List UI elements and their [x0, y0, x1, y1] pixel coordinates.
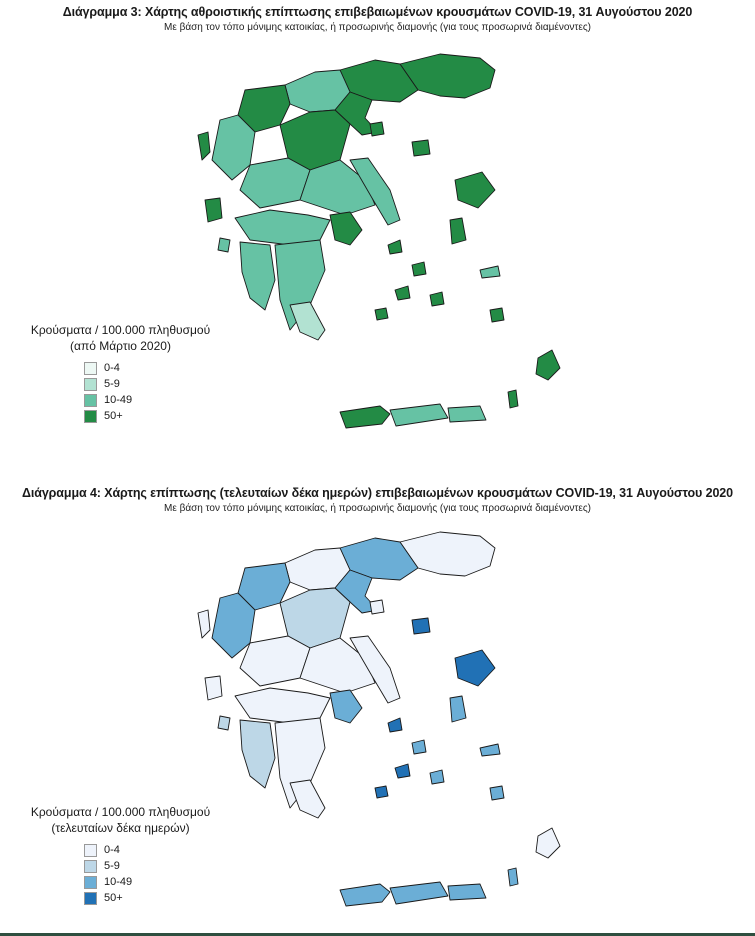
- legend-swatch: [84, 362, 97, 375]
- legend-swatch: [84, 860, 97, 873]
- legend-label: 0-4: [104, 362, 120, 374]
- map1-subtitle: Με βάση τον τόπο μόνιμης κατοικίας, ή προσωρινής διαμονής (για τους προσωρινά διαμένοντες): [164, 22, 591, 33]
- region-peloponnese-north: [235, 688, 330, 723]
- region-zakynthos: [218, 238, 230, 252]
- region-lemnos: [412, 618, 430, 634]
- region-central-greece-west: [240, 636, 310, 686]
- region-peloponnese-west: [240, 242, 275, 310]
- legend-swatch: [84, 410, 97, 423]
- legend-item-5-9: [84, 376, 223, 392]
- legend-label: 5-9: [104, 860, 120, 872]
- region-cyclades-2: [412, 262, 426, 276]
- region-chios: [450, 218, 466, 244]
- map2-title: Διάγραμμα 4: Χάρτης επίπτωσης (τελευταίων δέκα ημερών) επιβεβαιωμένων κρουσμάτων COVID-19, 31 Αυγούστου 2020: [21, 486, 733, 500]
- region-cyclades-1: [388, 240, 402, 254]
- greece-choropleth-map-ten-day: [150, 518, 650, 928]
- legend-item-10-49: [84, 392, 223, 408]
- ten-day-incidence-map-panel: [0, 478, 755, 936]
- legend-item-0-4: [84, 360, 223, 376]
- region-lemnos: [412, 140, 430, 156]
- region-chios: [450, 696, 466, 722]
- map1-legend-title-line2: (από Μάρτιο 2020): [70, 339, 171, 353]
- region-crete-west: [340, 406, 390, 428]
- region-cyclades-4: [430, 292, 444, 306]
- greece-choropleth-map-cumulative: [150, 40, 650, 450]
- map1-title: Διάγραμμα 3: Χάρτης αθροιστικής επίπτωσης επιβεβαιωμένων κρουσμάτων COVID-19, 31 Αυγούστου 2020: [62, 5, 693, 19]
- region-dodecanese-1: [490, 786, 504, 800]
- region-karpathos: [508, 868, 518, 886]
- region-crete-east: [448, 884, 486, 900]
- legend-label: 50+: [104, 410, 123, 422]
- legend-swatch: [84, 892, 97, 905]
- region-cyclades-5: [375, 786, 388, 798]
- legend-swatch: [84, 876, 97, 889]
- region-crete-west: [340, 884, 390, 906]
- map2-legend-title-line1: Κρούσματα / 100.000 πληθυσμού: [30, 805, 211, 819]
- region-cyclades-3: [395, 764, 410, 778]
- region-cyclades-1: [388, 718, 402, 732]
- region-dodecanese-1: [490, 308, 504, 322]
- region-peloponnese-north: [235, 210, 330, 245]
- region-corfu: [198, 610, 210, 638]
- region-crete-east: [448, 406, 486, 422]
- legend-swatch: [84, 844, 97, 857]
- region-zakynthos: [218, 716, 230, 730]
- map1-legend: [18, 322, 223, 424]
- region-kefalonia: [205, 198, 222, 222]
- map1-legend-title-line1: Κρούσματα / 100.000 πληθυσμού: [30, 323, 211, 337]
- region-thasos: [370, 600, 384, 614]
- region-central-greece-west: [240, 158, 310, 208]
- legend-label: 10-49: [104, 876, 133, 888]
- region-cyclades-5: [375, 308, 388, 320]
- region-thasos: [370, 122, 384, 136]
- legend-item-50-plus: [84, 408, 223, 424]
- legend-item-5-9: [84, 858, 223, 874]
- region-crete-central: [390, 882, 448, 904]
- legend-label: 0-4: [104, 844, 120, 856]
- region-cyclades-2: [412, 740, 426, 754]
- region-attica: [330, 212, 362, 245]
- region-cyclades-3: [395, 286, 410, 300]
- legend-label: 5-9: [104, 378, 120, 390]
- region-lesvos: [455, 172, 495, 208]
- region-rhodes: [536, 350, 560, 380]
- region-rhodes: [536, 828, 560, 858]
- map2-legend-title-line2: (τελευταίων δέκα ημερών): [51, 821, 190, 835]
- legend-item-0-4: [84, 842, 223, 858]
- legend-swatch: [84, 394, 97, 407]
- map2-subtitle: Με βάση τον τόπο μόνιμης κατοικίας, ή προσωρινής διαμονής (για τους προσωρινά διαμένοντες): [164, 503, 591, 514]
- region-karpathos: [508, 390, 518, 408]
- region-cyclades-4: [430, 770, 444, 784]
- legend-swatch: [84, 378, 97, 391]
- region-samos: [480, 744, 500, 756]
- region-kefalonia: [205, 676, 222, 700]
- legend-label: 10-49: [104, 394, 133, 406]
- legend-item-50-plus: [84, 890, 223, 906]
- region-crete-central: [390, 404, 448, 426]
- region-corfu: [198, 132, 210, 160]
- region-peloponnese-west: [240, 720, 275, 788]
- legend-label: 50+: [104, 892, 123, 904]
- region-lesvos: [455, 650, 495, 686]
- map2-legend: [18, 804, 223, 906]
- region-attica: [330, 690, 362, 723]
- legend-item-10-49: [84, 874, 223, 890]
- region-samos: [480, 266, 500, 278]
